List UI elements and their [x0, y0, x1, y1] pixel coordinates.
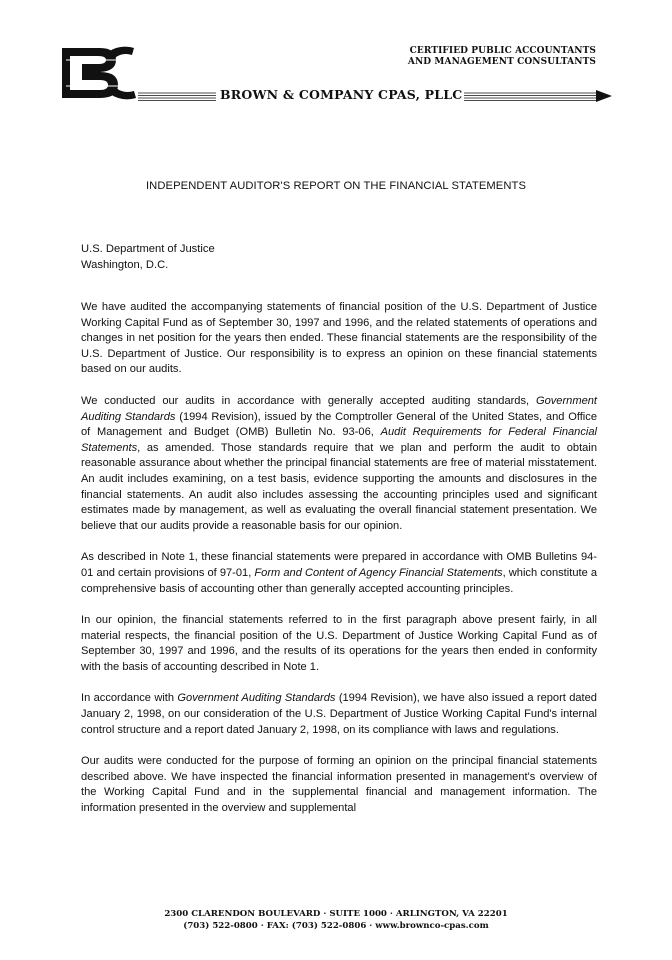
tagline-line-1: CERTIFIED PUBLIC ACCOUNTANTS [409, 46, 596, 56]
paragraph-2-text-e: , as amended. Those standards require that we plan and perform the audit to obtain reasonable assurance about whether the principal financial statements are free of material misstatement. An audit includes examining, on a test basis, evidence supporting the amounts and disclosures in the financial statements. An audit also includes assessing the accounting principles used and significant estimates made by management, as well as evaluating the overall financial statement presentation. We believe that our audits provide a reasonable basis for our opinion. [81, 441, 597, 532]
paragraph-2-text-c: (1994 Revision), issued by the Comptroller General of the United States, and Office of Management and Budget (OMB) Bulletin No. 93-06, [81, 410, 597, 439]
paragraph-2-italic-d: Audit Requirements for Federal Financial Statements [81, 426, 597, 454]
letterhead-rule-left [138, 92, 216, 101]
footer-address: 2300 CLARENDON BOULEVARD · SUITE 1000 · ARLINGTON, VA 22201 [164, 909, 508, 919]
paragraph-3-text-c: , which constitute a comprehensive basis of accounting other than generally accepted accounting principles. [81, 566, 598, 595]
paragraph-4: In our opinion, the financial statements referred to in the first paragraph above present fairly, in all material respects, the financial position of the U.S. Department of Justice Working Capital Fund as of September 30, 1997 and 1996, and the results of its operations for the years then ended in conformity with the basis of accounting described in Note 1. [81, 614, 597, 673]
paragraph-2 [81, 394, 597, 534]
paragraph-5 [81, 691, 597, 738]
paragraph-2-text-a: We conducted our audits in accordance with generally accepted auditing standards, [81, 394, 536, 407]
paragraph-3-text-a: As described in Note 1, these financial statements were prepared in accordance with OMB Bulletins 94-01 and certain provisions of 97-01, [81, 551, 597, 579]
paragraph-6: Our audits were conducted for the purpose of forming an opinion on the principal financial statements described above. We have inspected the financial information presented in management's overview of the Working Capital Fund and in the supplemental financial and management information. The information presented in the overview and supplemental [81, 755, 597, 815]
paragraph-5-text-c: (1994 Revision), we have also issued a report dated January 2, 1998, on our consideration of the U.S. Department of Justice Working Capital Fund's internal control structure and a report dated January 2, 1998, on its compliance with laws and regulations. [81, 692, 597, 736]
addressee [81, 241, 215, 273]
report-body [81, 300, 597, 833]
paragraph-5-text-a: In accordance with [81, 692, 178, 705]
footer-contact: (703) 522-0800 · FAX: (703) 522-0806 · www.brownco-cpas.com [183, 921, 489, 931]
addressee-line-1: U.S. Department of Justice [81, 243, 215, 255]
addressee-line-2: Washington, D.C. [81, 259, 169, 271]
firm-name: BROWN & COMPANY CPAS, PLLC [220, 87, 463, 102]
paragraph-5-italic-b: Government Auditing Standards [177, 692, 336, 705]
tagline-line-2: AND MANAGEMENT CONSULTANTS [407, 57, 596, 67]
report-title: INDEPENDENT AUDITOR'S REPORT ON THE FINANCIAL STATEMENTS [145, 180, 527, 192]
letterhead-arrow-icon [464, 90, 612, 102]
letterhead-footer [0, 908, 672, 932]
firm-tagline [356, 46, 596, 68]
paragraph-3-italic-b: Form and Content of Agency Financial Statements [254, 566, 503, 579]
paragraph-3 [81, 550, 597, 597]
paragraph-2-italic-b: Government Auditing Standards [81, 394, 597, 423]
firm-logo-icon [60, 44, 142, 102]
paragraph-1: We have audited the accompanying statements of financial position of the U.S. Department of Justice Working Capital Fund as of September 30, 1997 and 1996, and the related statements of operations and changes in net position for the years then ended. These financial statements are the responsibility of the U.S. Department of Justice. Our responsibility is to express an opinion on these financial statements based on our audits. [81, 301, 597, 376]
